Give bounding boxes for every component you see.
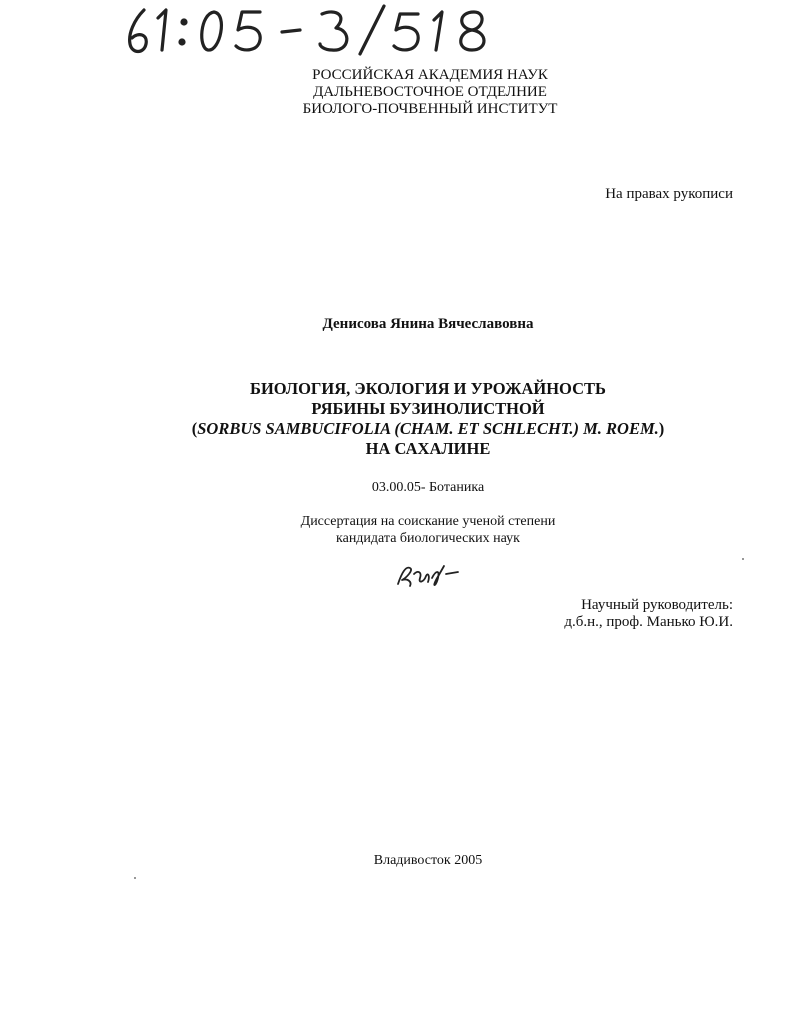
title-line-4: НА САХАЛИНЕ <box>365 439 491 458</box>
author-name: Денисова Янина Вячеславовна <box>322 316 534 332</box>
title-line-3 <box>60 419 796 439</box>
institution-branch: ДАЛЬНЕВОСТОЧНОЕ ОТДЕЛНИЕ <box>313 84 547 100</box>
dissertation-title <box>0 379 796 459</box>
title-close-paren: ) <box>658 419 665 438</box>
title-latin-name: SORBUS SAMBUCIFOLIA (CHAM. ET SCHLECHT.) M. ROEM. <box>197 419 659 438</box>
rights-note: На правах рукописи <box>605 186 733 202</box>
institution-academy: РОССИЙСКАЯ АКАДЕМИЯ НАУК <box>312 67 548 83</box>
degree-line-1: Диссертация на соискание ученой степени <box>300 514 556 529</box>
supervisor-name: д.б.н., проф. Манько Ю.И. <box>564 614 733 630</box>
supervisor-label: Научный руководитель: <box>581 597 733 613</box>
title-line-1: БИОЛОГИЯ, ЭКОЛОГИЯ И УРОЖАЙНОСТЬ <box>250 379 606 398</box>
handwritten-catalog-number <box>122 2 522 58</box>
degree-line-2: кандидата биологических наук <box>336 531 520 546</box>
degree-statement <box>0 513 796 547</box>
scan-speck <box>742 558 744 560</box>
city-year: Владивосток 2005 <box>373 853 483 868</box>
title-open-paren: ( <box>191 419 198 438</box>
author-signature <box>392 560 462 590</box>
institution-institute: БИОЛОГО-ПОЧВЕННЫЙ ИНСТИТУТ <box>302 101 558 117</box>
speciality-code: 03.00.05- Ботаника <box>371 480 485 495</box>
scan-speck <box>134 877 136 879</box>
title-line-2: РЯБИНЫ БУЗИНОЛИСТНОЙ <box>311 399 545 418</box>
supervisor-block <box>564 597 733 631</box>
institution-header <box>230 67 630 118</box>
